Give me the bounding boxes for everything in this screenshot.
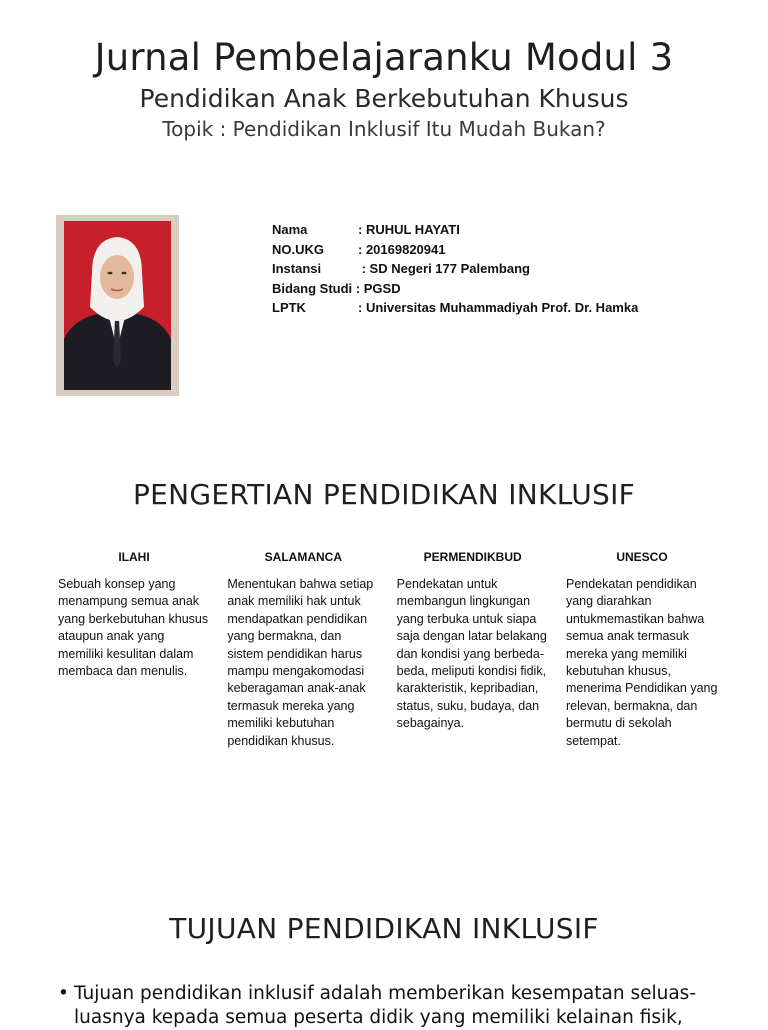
profile-value: : 20169820941 [358, 241, 446, 257]
column-heading: UNESCO [616, 550, 668, 564]
goal-bullet [58, 982, 698, 1030]
profile-row-field [272, 279, 638, 299]
column-text: Sebuah konsep yang menampung semua anak yang berkebutuhan khusus ataupun anak yang memiliki kesulitan dalam membaca dan menulis. [58, 577, 209, 679]
slide-title [0, 0, 768, 430]
profile-label: Instansi [272, 261, 322, 276]
profile-row-name [272, 220, 638, 240]
bullet-icon: • [58, 983, 69, 1004]
column-text: Pendekatan untuk membangun lingkungan yang terbuka untuk siapa saja dengan latar belakang dan kondisi yang berbeda-beda, meliputi kondisi fidik, karakteristik, kepribadian, status, suku, budaya, dan sebagainya. [396, 577, 547, 731]
column-text: Pendekatan pendidikan yang diarahkan untukmemastikan bahwa semua anak termasuk mereka yang memiliki kebutuhan khusus, menerima Pendidikan yang relevan, bermakna, dan bermutu di sekolah setempat. [565, 577, 718, 748]
profile-label: Bidang Studi [272, 280, 353, 296]
definition-column [58, 550, 210, 750]
profile-row-ukg [272, 240, 638, 260]
profile-photo [56, 215, 179, 396]
column-text: Menentukan bahwa setiap anak memiliki hak untuk mendapatkan pendidikan yang bermakna, dan sistem pendidikan harus mampu mengakomodasi keberagaman anak-anak termasuk mereka yang memiliki kebutuhan pendidikan khusus. [227, 577, 374, 748]
definition-columns [58, 550, 718, 750]
module-subtitle: Pendidikan Anak Berkebutuhan Khusus [139, 84, 629, 113]
column-heading: SALAMANCA [264, 550, 342, 564]
slide-definition [0, 440, 768, 860]
portrait-image [64, 221, 171, 390]
profile-row-institution [272, 259, 638, 279]
column-heading: ILAHI [118, 550, 150, 564]
column-heading: PERMENDIKBUD [423, 550, 522, 564]
profile-value: : RUHUL HAYATI [358, 222, 460, 237]
topic-line: Topik : Pendidikan Inklusif Itu Mudah Bukan? [162, 117, 606, 141]
profile-value: : SD Negeri 177 Palembang [358, 261, 530, 276]
profile-value: : PGSD [355, 280, 401, 296]
journal-title: Jurnal Pembelajaranku Modul 3 [94, 36, 674, 79]
profile-row-lptk [272, 298, 638, 318]
definition-column [566, 550, 718, 750]
definition-column [397, 550, 549, 750]
profile-label: Nama [272, 222, 308, 237]
definition-title: PENGERTIAN PENDIDIKAN INKLUSIF [132, 478, 636, 511]
goal-text: Tujuan pendidikan inklusif adalah memberikan kesempatan seluas-luasnya kepada semua peserta didik yang memiliki kelainan fisik, [74, 983, 696, 1028]
goal-title: TUJUAN PENDIDIKAN INKLUSIF [169, 912, 599, 945]
slide-goal [0, 870, 768, 1028]
profile-details [272, 220, 638, 318]
profile-label: NO.UKG [272, 241, 324, 257]
profile-label: LPTK [272, 300, 306, 315]
definition-column [227, 550, 379, 750]
profile-value: : Universitas Muhammadiyah Prof. Dr. Hamka [358, 300, 639, 315]
